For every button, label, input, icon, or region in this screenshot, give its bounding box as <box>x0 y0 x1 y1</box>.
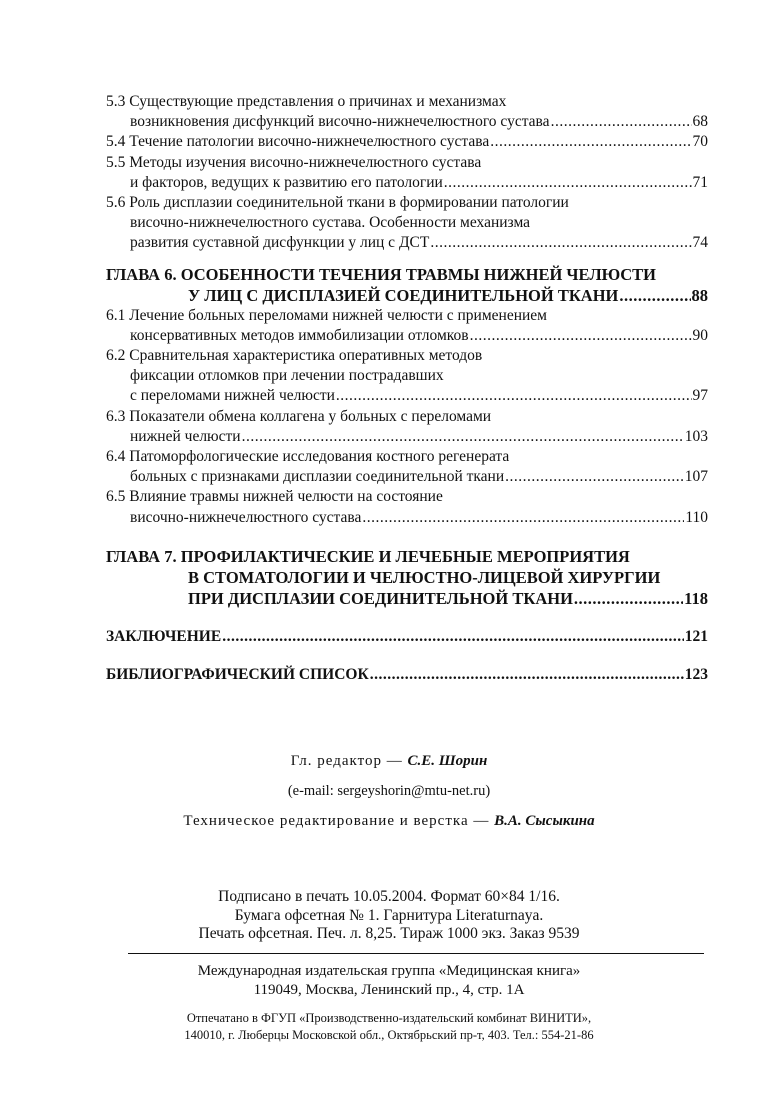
dot-leader <box>470 326 692 346</box>
toc-page-number: 88 <box>691 285 708 305</box>
toc-entry-text: развития суставной дисфункции у лиц с ДСТ <box>130 234 430 252</box>
toc-line <box>106 366 708 386</box>
toc-entry <box>106 407 708 447</box>
toc-entry-label: 5.5 <box>106 153 126 171</box>
divider <box>128 953 704 954</box>
toc-line <box>106 264 708 285</box>
print-details-line: Подписано в печать 10.05.2004. Формат 60×84 1/16. <box>218 888 560 905</box>
toc-entry-text: ПРИ ДИСПЛАЗИИ СОЕДИНИТЕЛЬНОЙ ТКАНИ <box>188 588 573 608</box>
toc-line <box>106 285 708 306</box>
dot-leader <box>505 467 684 487</box>
toc-entry <box>106 193 708 254</box>
toc-entry-label: 6.4 <box>106 448 126 466</box>
chief-editor-name: С.Е. Шорин <box>407 753 488 769</box>
toc-entry-label: ГЛАВА 6. <box>106 264 177 284</box>
toc-entry-text: Влияние травмы нижней челюсти на состояние <box>129 488 443 506</box>
dot-leader <box>222 627 684 647</box>
chief-editor-prefix: Гл. редактор — <box>290 753 408 769</box>
toc-entry-text: Показатели обмена коллагена у больных с переломами <box>129 407 492 425</box>
toc-page-number: 103 <box>684 427 708 445</box>
toc-entry <box>106 346 708 407</box>
table-of-contents <box>106 92 708 685</box>
toc-entry-text: Существующие представления о причинах и механизмах <box>129 93 507 110</box>
dot-leader <box>574 588 683 609</box>
toc-line <box>106 427 708 447</box>
toc-line <box>106 467 708 487</box>
dot-leader <box>362 508 684 528</box>
toc-entry <box>106 132 708 152</box>
toc-entry-label: 6.1 <box>106 306 126 324</box>
printer-line: 140010, г. Люберцы Московской обл., Октябрьский пр-т, 403. Тел.: 554-21-86 <box>184 1028 594 1042</box>
toc-entry <box>106 264 708 306</box>
toc-line <box>106 346 708 366</box>
dot-leader <box>619 285 690 306</box>
toc-entry-label: 5.3 <box>106 93 126 110</box>
toc-entry <box>106 546 708 609</box>
toc-entry-text: консервативных методов иммобилизации отломков <box>130 326 469 344</box>
toc-line <box>106 306 708 326</box>
chief-editor-line <box>0 752 778 771</box>
toc-page-number: 97 <box>692 387 708 405</box>
toc-entry-text: нижней челюсти <box>130 427 241 445</box>
toc-line <box>106 546 708 567</box>
toc-page-number: 90 <box>692 326 708 344</box>
toc-line <box>106 447 708 467</box>
toc-line <box>106 665 708 685</box>
toc-line <box>106 567 708 588</box>
toc-entry-text: Течение патологии височно-нижнечелюстного сустава <box>129 133 490 151</box>
toc-entry-label: 6.2 <box>106 347 126 365</box>
toc-page-number: 110 <box>685 508 708 526</box>
toc-entry-label: 5.4 <box>106 133 126 151</box>
printer-info <box>0 1010 778 1044</box>
editor-email: (e-mail: sergeyshorin@mtu-net.ru) <box>287 783 491 799</box>
toc-line <box>106 132 708 152</box>
toc-entry-text: больных с признаками дисплазии соединительной ткани <box>130 468 505 486</box>
dot-leader <box>370 665 684 685</box>
toc-entry-text: В СТОМАТОЛОГИИ И ЧЕЛЮСТНО-ЛИЦЕВОЙ ХИРУРГИИ <box>188 567 661 587</box>
toc-line <box>106 153 708 173</box>
toc-line <box>106 213 708 233</box>
toc-line <box>106 92 708 112</box>
toc-entry-text: БИБЛИОГРАФИЧЕСКИЙ СПИСОК <box>106 666 369 684</box>
toc-entry-text: Лечение больных переломами нижней челюсти с применением <box>129 306 547 324</box>
toc-entry-text: и факторов, ведущих к развитию его патологии <box>130 173 443 191</box>
toc-entry <box>106 92 708 132</box>
editor-block <box>0 752 778 842</box>
dot-leader <box>490 132 691 152</box>
toc-entry-text: височно-нижнечелюстного сустава. Особенности механизма <box>130 214 531 232</box>
toc-line <box>106 487 708 507</box>
print-details <box>0 888 778 944</box>
toc-entry-text: с переломами нижней челюсти <box>130 387 335 405</box>
publisher-line: Международная издательская группа «Медицинская книга» <box>197 963 581 979</box>
toc-page-number: 107 <box>684 468 708 486</box>
toc-entry <box>106 487 708 527</box>
toc-line <box>106 407 708 427</box>
toc-entry <box>106 306 708 346</box>
publisher-line: 119049, Москва, Ленинский пр., 4, стр. 1А <box>253 981 525 998</box>
dot-leader <box>242 427 684 447</box>
toc-entry-text: фиксации отломков при лечении пострадавших <box>130 367 444 385</box>
dot-leader <box>336 386 692 406</box>
toc-page-number: 118 <box>684 588 708 608</box>
toc-line <box>106 386 708 406</box>
toc-entry-label: ГЛАВА 7. <box>106 546 177 566</box>
print-details-line: Бумага офсетная № 1. Гарнитура Literaturnaya. <box>234 906 544 924</box>
toc-line <box>106 173 708 193</box>
toc-line <box>106 193 708 213</box>
toc-page-number: 121 <box>684 627 708 645</box>
toc-entry-text: Патоморфологические исследования костного регенерата <box>129 448 510 466</box>
toc-page-number: 70 <box>692 133 708 151</box>
toc-entry <box>106 627 708 647</box>
dot-leader <box>551 112 692 132</box>
toc-entry-text: возникновения дисфункций височно-нижнечелюстного сустава <box>130 113 550 131</box>
toc-entry <box>106 153 708 193</box>
toc-entry-text: Сравнительная характеристика оперативных методов <box>129 347 483 365</box>
toc-page-number: 74 <box>692 234 708 252</box>
printer-line: Отпечатано в ФГУП «Производственно-издательский комбинат ВИНИТИ», <box>186 1011 592 1025</box>
toc-entry <box>106 665 708 685</box>
toc-line <box>106 588 708 609</box>
toc-entry-text: Методы изучения височно-нижнечелюстного сустава <box>129 153 482 171</box>
toc-line <box>106 112 708 132</box>
toc-entry <box>106 447 708 487</box>
toc-entry-text: височно-нижнечелюстного сустава <box>130 508 362 526</box>
toc-entry-text: ОСОБЕННОСТИ ТЕЧЕНИЯ ТРАВМЫ НИЖНЕЙ ЧЕЛЮСТИ <box>180 264 656 284</box>
toc-entry-text: Роль дисплазии соединительной ткани в формировании патологии <box>129 194 569 212</box>
tech-editor-name: В.А. Сысыкина <box>494 813 595 829</box>
publisher-info <box>0 962 778 999</box>
toc-line <box>106 233 708 253</box>
dot-leader <box>430 233 691 253</box>
toc-page-number: 123 <box>684 666 708 684</box>
toc-entry-label: 6.3 <box>106 407 126 425</box>
toc-entry-text: У ЛИЦ С ДИСПЛАЗИЕЙ СОЕДИНИТЕЛЬНОЙ ТКАНИ <box>188 285 619 305</box>
toc-entry-label: 6.5 <box>106 488 126 506</box>
toc-page-number: 71 <box>692 173 708 191</box>
toc-page-number: 68 <box>692 113 708 131</box>
toc-line <box>106 627 708 647</box>
print-details-line: Печать офсетная. Печ. л. 8,25. Тираж 1000 экз. Заказ 9539 <box>198 925 580 942</box>
toc-entry-text: ПРОФИЛАКТИЧЕСКИЕ И ЛЕЧЕБНЫЕ МЕРОПРИЯТИЯ <box>180 546 630 566</box>
tech-editor-line <box>0 812 778 831</box>
toc-entry-label: 5.6 <box>106 194 126 212</box>
toc-entry-text: ЗАКЛЮЧЕНИЕ <box>106 627 222 645</box>
toc-line <box>106 508 708 528</box>
toc-line <box>106 326 708 346</box>
tech-editor-prefix: Техническое редактирование и верстка — <box>183 813 495 829</box>
dot-leader <box>444 173 692 193</box>
